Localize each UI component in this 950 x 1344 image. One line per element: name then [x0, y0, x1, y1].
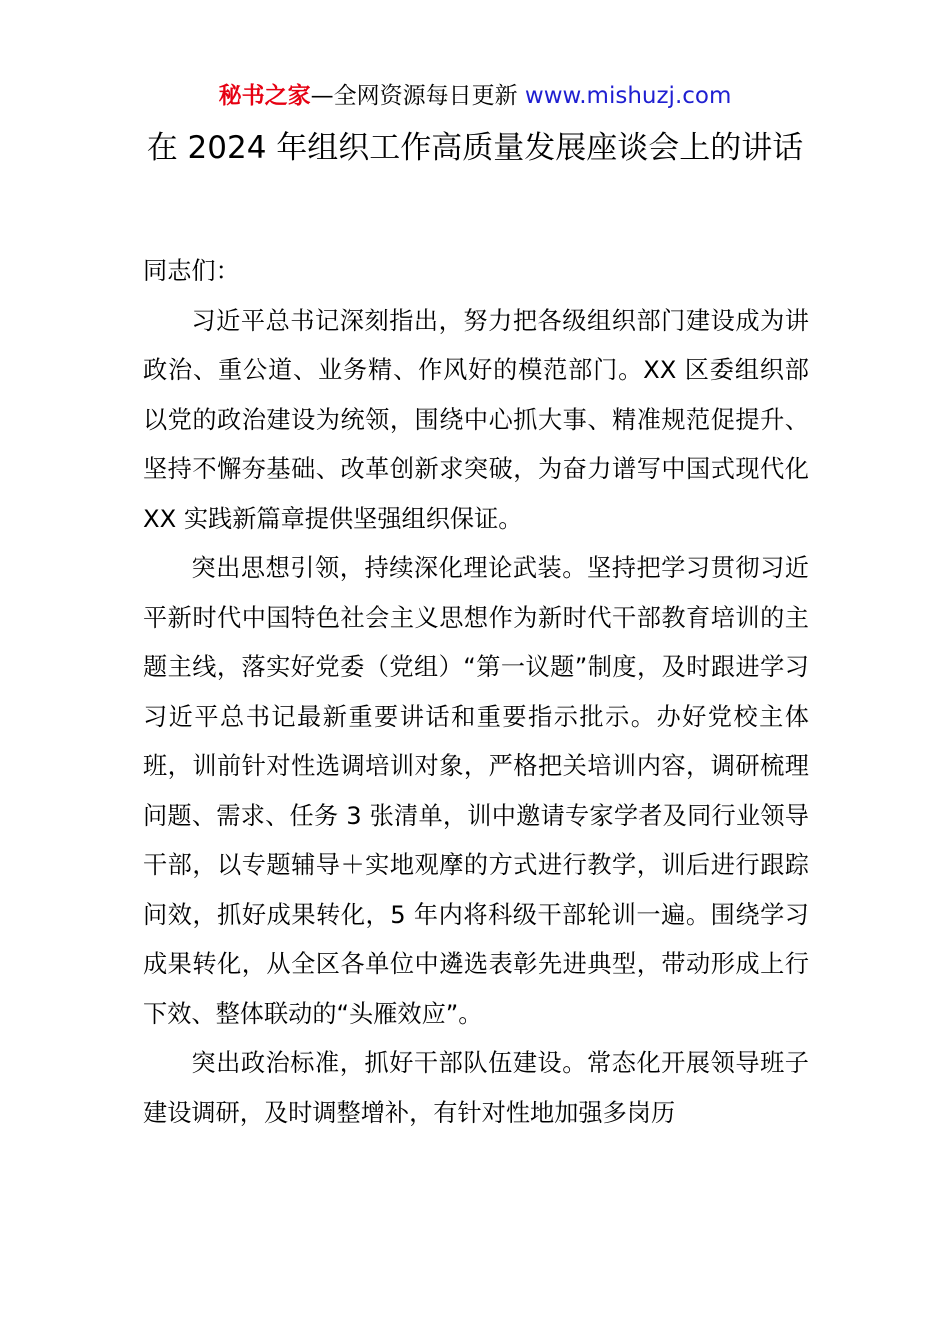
document-body: [143, 247, 809, 1138]
document-title: 在 2024 年组织工作高质量发展座谈会上的讲话: [146, 130, 804, 166]
body-paragraph: 突出思想引领，持续深化理论武装。坚持把学习贯彻习近平新时代中国特色社会主义思想作为新时代干部教育培训的主题主线，落实好党委（党组）“第一议题”制度，及时跟进学习习近平总书记最新重要讲话和重要指示批示。办好党校主体班，训前针对性选调培训对象，严格把关培训内容，调研梳理问题、需求、任务 3 张清单，训中邀请专家学者及同行业领导干部，以专题辅导＋实地观摩的方式进行教学，训后进行跟踪问效，抓好成果转化，5 年内将科级干部轮训一遍。围绕学习成果转化，从全区各单位中遴选表彰先进典型，带动形成上行下效、整体联动的“头雁效应”。: [143, 554, 809, 1028]
body-paragraph: 习近平总书记深刻指出，努力把各级组织部门建设成为讲政治、重公道、业务精、作风好的模范部门。XX 区委组织部以党的政治建设为统领，围绕中心抓大事、精准规范促提升、坚持不懈夯基础、改革创新求突破，为奋力谱写中国式现代化 XX 实践新篇章提供坚强组织保证。: [143, 306, 809, 533]
site-tagline: —全网资源每日更新: [310, 83, 525, 109]
brand-name: 秘书之家: [218, 83, 311, 109]
site-url-link[interactable]: www.mishuzj.com: [524, 83, 732, 109]
body-paragraph: 突出政治标准，抓好干部队伍建设。常态化开展领导班子建设调研，及时调整增补，有针对性地加强多岗历: [143, 1049, 809, 1127]
salutation: 同志们：: [143, 257, 240, 285]
site-header: [0, 80, 950, 112]
